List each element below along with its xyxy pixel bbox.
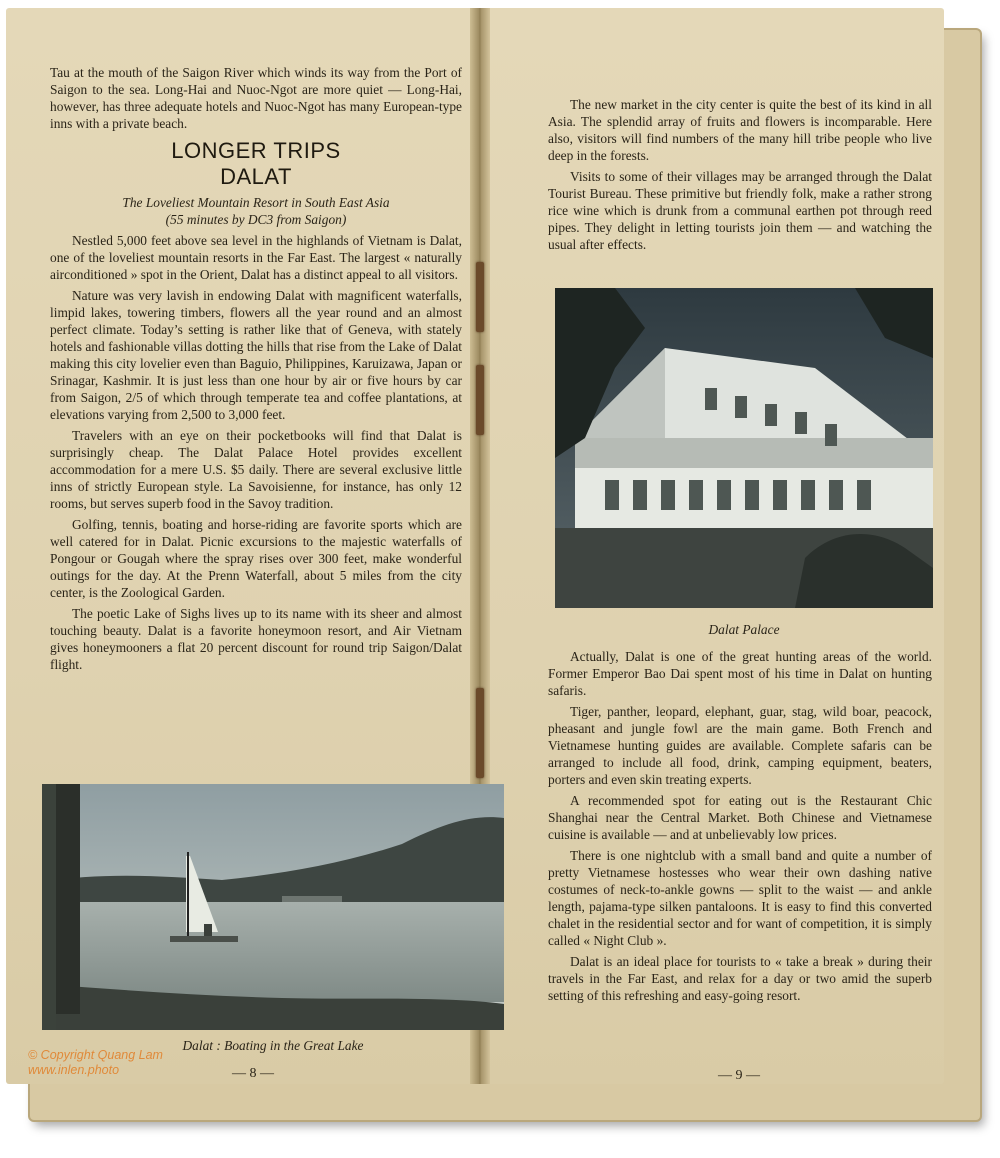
paragraph: Dalat is an ideal place for tourists to « take a break » during their travels in the Far East, and relax for a day or two amid the superb setting of this refreshing and easy-going resort. (548, 954, 932, 1003)
paragraph: Nestled 5,000 feet above sea level in the highlands of Vietnam is Dalat, one of the loveliest mountain resorts in the Far East. The largest « naturally airconditioned » spot in the Orient, Dalat has a distinct appeal to all visitors. (50, 233, 462, 282)
paragraph: Actually, Dalat is one of the great hunting areas of the world. Former Emperor Bao Dai spent most of his time in Dalat on hunting safaris. (548, 649, 932, 698)
palace-photo-caption: Dalat Palace (708, 622, 780, 637)
paragraph: Tiger, panther, leopard, elephant, guar, stag, wild boar, peacock, pheasant and jungle fowl are the main game. Both French and Vietnamese hunting guides are available. Complete safaris can be arranged to include all food, drink, camping equipment, beaters, porters and even skin treating experts. (548, 704, 932, 787)
paragraph: A recommended spot for eating out is the Restaurant Chic Shanghai near the Central Market. Both Chinese and Vietnamese cuisine is available — and at unbelievably low prices. (548, 793, 932, 842)
lake-photo-caption: Dalat : Boating in the Great Lake (182, 1038, 364, 1053)
page-number-left: — 8 — (232, 1066, 274, 1081)
section-heading: LONGER TRIPS (171, 138, 341, 163)
paragraph: The new market in the city center is quite the best of its kind in all Asia. The splendid array of fruits and flowers is incomparable. Here also, visitors will find numbers of the many hill tribe people who live deep in the forests. (548, 97, 932, 163)
paragraph: The poetic Lake of Sighs lives up to its name with its sheer and almost touching beauty. Dalat is a favorite honeymoon resort, and Air Vietnam gives honeymooners a flat 20 percent discount for round trip Saigon/Dalat flight. (50, 606, 462, 672)
intro-paragraph: Tau at the mouth of the Saigon River which winds its way from the Port of Saigon to the sea. Long-Hai and Nuoc-Ngot are more quiet — Long-Hai, however, has three adequate hotels and Nuoc-Ngot has many European-type inns with a private beach. (50, 65, 462, 131)
left-text-column (50, 64, 462, 677)
page-number-right: — 9 — (718, 1068, 760, 1083)
paragraph: Golfing, tennis, boating and horse-riding are favorite sports which are well catered for in Dalat. Picnic excursions to the majestic waterfalls of Pongour or Gougah where the spray rises over 300 feet, make wonderful outings for the day. At the Prenn Waterfall, about 5 miles from the city center, is the Zoological Garden. (50, 517, 462, 600)
subtitle: The Loveliest Mountain Resort in South East Asia (122, 195, 390, 210)
staple-mark (476, 262, 484, 332)
paragraph: Visits to some of their villages may be arranged through the Dalat Tourist Bureau. These primitive but friendly folk, make a rather strong rice wine which is drunk from a communal earthen pot through reed pipes. They delight in letting tourists join them — and watching the usual after effects. (548, 169, 932, 252)
paragraph: Nature was very lavish in endowing Dalat with magnificent waterfalls, limpid lakes, towering timbers, flowers all the year round and an almost perfect climate. Today’s setting is rather like that of Geneva, with stately hotels and fashionable villas dotting the hills that rise from the Lake of Dalat making this city lovelier even than Baguio, Philippines, Karuizawa, Japan or Srinagar, Kashmir. It is just less than one hour by air or five hours by car from Saigon, 2/5 of which through temperate tea and coffee plantations, at elevations varying from 2,500 to 3,000 feet. (50, 288, 462, 422)
dalat-palace-photo (555, 288, 933, 608)
staple-mark (476, 365, 484, 435)
right-text-top (548, 96, 932, 257)
lake-boating-photo (42, 784, 504, 1030)
watermark-url-line: www.inlen.photo (28, 1063, 120, 1077)
paragraph: Travelers with an eye on their pocketbooks will find that Dalat is surprisingly cheap. The Dalat Palace Hotel provides excellent accommodation for a mere U.S. $5 daily. There are several exclusive little inns of strictly European style. La Savoisienne, for instance, has only 12 rooms, but serves superb food in the Savoy tradition. (50, 428, 462, 511)
staple-mark (476, 688, 484, 778)
copyright-watermark (28, 1048, 163, 1078)
watermark-copyright-line: © Copyright Quang Lam (28, 1048, 163, 1062)
section-heading-dalat: DALAT (220, 164, 292, 189)
paragraph: There is one nightclub with a small band and quite a number of pretty Vietnamese hostesses who wear their own dashing native costumes of neck-to-ankle gowns — split to the waist — and ankle length, pajama-type silken pantaloons. It is easy to find this converted chalet in the residential sector and for want of competition, it is simply called « Night Club ». (548, 848, 932, 948)
subtitle-flight-time: (55 minutes by DC3 from Saigon) (165, 212, 347, 227)
right-text-bottom (548, 648, 932, 1008)
